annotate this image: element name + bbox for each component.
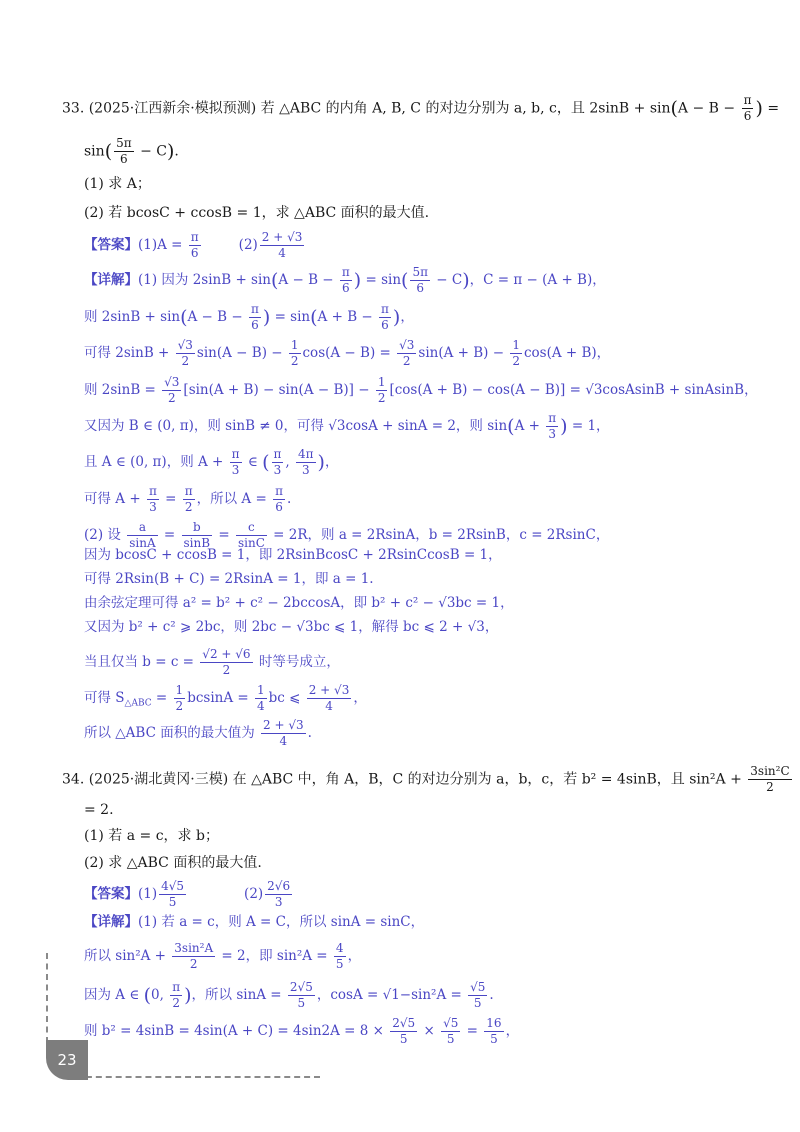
detail-34-line3: 因为 A ∈ (0, $\frac{\pi}{2}$ )，所以 sinA = $\frac{2√5}{5}$ ，cosA = √1−sin²A = $\frac{√5}{5}$ . — [84, 980, 494, 1010]
detail-33-line15: 所以 △ABC 面积的最大值为 $\frac{2 + √3}{4}$ . — [84, 718, 312, 748]
page-number: 23 — [57, 1051, 77, 1069]
p33-q1: (1) 求 A； — [84, 176, 151, 192]
detail-33-line13: 当且仅当 b = c = $\frac{√2 + √6}{2}$ 时等号成立， — [84, 647, 340, 677]
detail-34-line2: 所以 sin²A + $\frac{\text{3sin²A}}{2}$ = 2，即 sin²A = $\frac{4}{5}$ ， — [84, 941, 362, 971]
page-number-tab — [46, 1040, 88, 1080]
detail-33-line11: 由余弦定理可得 a² = b² + c² − 2bccosA，即 b² + c² − √3bc = 1， — [84, 595, 514, 611]
detail-34-line1: 【详解】(1) 若 a = c，则 A = C，所以 sinA = sinC， — [84, 914, 425, 930]
detail-33-line14: 可得 $S_{\triangle ABC}$ = $\frac{1}{2}$ bcsinA = $\frac{1}{4}$ bc ⩽ $\frac{2 + √3}{4}$ ， — [84, 683, 367, 713]
detail-33-line9: 因为 bcosC + ccosB = 1，即 2RsinBcosC + 2RsinCcosB = 1， — [84, 547, 502, 563]
detail-33-line6: 且 A ∈ (0, π)，则 A + $\frac{\pi}{3}$ ∈ ( $\frac{\pi}{3}$ , $\frac{4\pi}{3}$ )， — [84, 447, 339, 477]
detail-33-line7: 可得 A + $\frac{\pi}{3}$ = $\frac{\pi}{2}$ ，所以 A = $\frac{\pi}{6}$ . — [84, 484, 292, 514]
detail-33-line5: 又因为 B ∈ (0, π)，则 sinB ≠ 0，可得 √3cosA + sinA = 2，则 sin(A + $\frac{\pi}{3}$ ) = 1， — [84, 411, 610, 441]
p34-line2: = 2. — [84, 802, 114, 818]
p34-line1: 34. (2025·湖北黄冈·三模) 在 △ABC 中，角 A，B，C 的对边分别为 a，b，c，若 b² = 4sinB，且 sin²A + $\frac{\text{3sin²C}}{2}$ — [62, 764, 790, 794]
p34-q2: (2) 求 △ABC 面积的最大值. — [84, 855, 262, 871]
detail-33-line2: 则 2sinB + sin(A − B − $\frac{\pi}{6}$ ) = sin(A + B − $\frac{\pi}{6}$ )， — [84, 302, 414, 332]
detail-34-line4: 则 b² = 4sinB = 4sin(A + C) = 4sin2A = 8 × $\frac{2√5}{5}$ × $\frac{√5}{5}$ = $\frac{16}{5}$ ， — [84, 1016, 520, 1046]
detail-33-line3: 可得 2sinB + $\frac{√3}{2}$ sin(A − B) − $\frac{1}{2}$ cos(A − B) = $\frac{√3}{2}$ sin(A + B) − $\frac{1}{2}$ cos(A + B)， — [84, 338, 611, 368]
detail-33-line8: (2) 设 $\frac{a}{\sin A}$ = $\frac{b}{\sin B}$ = $\frac{c}{\sin C}$ = 2R，则 a = 2RsinA，b = 2RsinB，c = 2RsinC， — [84, 520, 610, 550]
detail-33-line12: 又因为 b² + c² ⩾ 2bc，则 2bc − √3bc ⩽ 1，解得 bc ⩽ 2 + √3， — [84, 619, 499, 635]
p34-q1: (1) 若 a = c，求 b； — [84, 828, 219, 844]
detail-33-line10: 可得 2Rsin(B + C) = 2RsinA = 1，即 a = 1. — [84, 571, 374, 587]
answer-34: 【答案】(1) $\frac{4√5}{5}$ (2) $\frac{2√6}{3}$ — [84, 879, 291, 909]
detail-33-line1: 【详解】(1) 因为 2sinB + sin(A − B − $\frac{\pi}{6}$ ) = sin( $\frac{5\pi}{6}$ − C)，C = π − (A + B)， — [84, 265, 606, 295]
p33-q2: (2) 若 bcosC + ccosB = 1，求 △ABC 面积的最大值. — [84, 205, 430, 221]
detail-33-line4: 则 2sinB = $\frac{√3}{2}$ [sin(A + B) − sin(A − B)] − $\frac{1}{2}$ [cos(A + B) − cos(A − B)] = √3cosAsinB + sinAsinB， — [84, 375, 758, 405]
p33-line2: sin( $\frac{5\pi}{6}$ − C). — [84, 136, 179, 166]
page-margin-dashed-vertical — [46, 953, 48, 1043]
p33-line1: 33. (2025·江西新余·模拟预测) 若 △ABC 的内角 A, B, C 的对边分别为 a, b, c，且 2sinB + sin(A − B − $\frac{\pi}{6}$ ) = — [62, 93, 780, 123]
answer-33: 【答案】(1)A = $\frac{\pi}{6}$ (2) $\frac{2 + √3}{4}$ — [84, 230, 303, 260]
page-margin-dashed-horizontal — [76, 1076, 320, 1078]
